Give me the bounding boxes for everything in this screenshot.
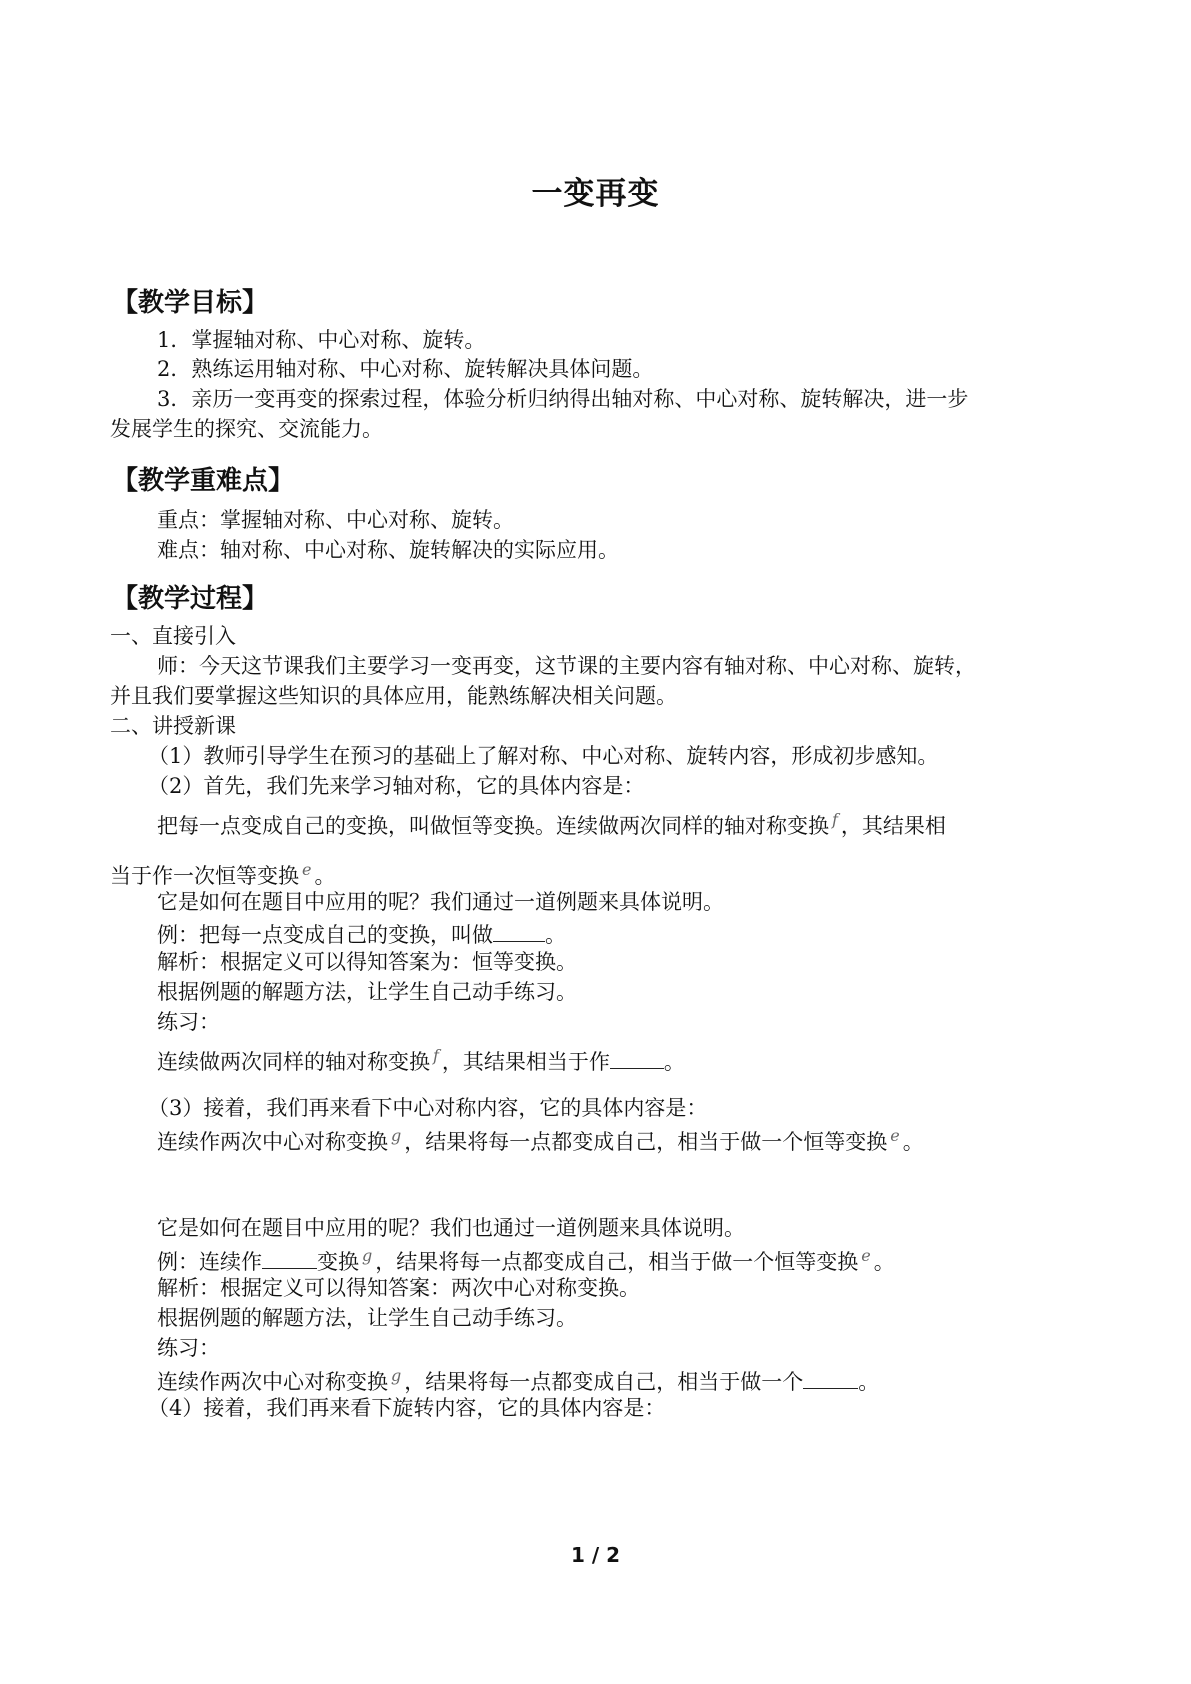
practice-2 [157, 1368, 879, 1393]
example-2 [157, 1248, 895, 1273]
difficult-point: 难点：轴对称、中心对称、旋转解决的实际应用。 [157, 538, 619, 562]
practice-2-text-c: 。 [858, 1370, 880, 1394]
definition-1-text-b: ，其结果相 [840, 814, 946, 838]
math-symbol-e: e [890, 1126, 900, 1145]
answer-blank [610, 1049, 664, 1069]
answer-2: 解析：根据定义可以得知答案：两次中心对称变换。 [157, 1276, 640, 1300]
step-1: （1）教师引导学生在预习的基础上了解对称、中心对称、旋转内容，形成初步感知。 [148, 744, 939, 768]
goal-item-1: 1．掌握轴对称、中心对称、旋转。 [157, 328, 486, 352]
step-2: （2）首先，我们先来学习轴对称，它的具体内容是： [148, 774, 645, 798]
practice-2-text-a: 连续作两次中心对称变换 [157, 1370, 388, 1394]
answer-blank [493, 922, 545, 942]
example-2-text-a: 例：连续作 [157, 1250, 262, 1274]
definition-1-text-a: 把每一点变成自己的变换，叫做恒等变换。连续做两次同样的轴对称变换 [157, 814, 829, 838]
answer-blank [262, 1249, 317, 1269]
part2-title: 二、讲授新课 [110, 714, 236, 738]
math-symbol-e: e [302, 860, 312, 879]
practice-1-text-b: ，其结果相当于作 [441, 1050, 610, 1074]
example-2-text-b: 变换 [317, 1250, 359, 1274]
practice-2-text-b: ，结果将每一点都变成自己，相当于做一个 [404, 1370, 804, 1394]
math-symbol-e: e [861, 1246, 871, 1265]
math-symbol-g: g [391, 1126, 402, 1145]
goal-item-3-line-1: 3．亲历一变再变的探索过程，体验分析归纳得出轴对称、中心对称、旋转解决，进一步 [157, 387, 969, 411]
example-1-text-a: 例：把每一点变成自己的变换，叫做 [157, 922, 493, 947]
method-2: 根据例题的解题方法，让学生自己动手练习。 [157, 1306, 577, 1330]
math-symbol-f: f [433, 1046, 439, 1065]
step-4: （4）接着，我们再来看下旋转内容，它的具体内容是： [148, 1396, 666, 1420]
math-symbol-g: g [362, 1246, 373, 1265]
answer-blank [803, 1369, 858, 1389]
definition-1-text-c: 当于作一次恒等变换 [110, 864, 299, 888]
part1-paragraph-line-2: 并且我们要掌握这些知识的具体应用，能熟练解决相关问题。 [110, 684, 677, 708]
practice-1 [157, 1048, 685, 1073]
practice-1-label: 练习： [157, 1010, 220, 1034]
example-2-text-d: 。 [873, 1250, 895, 1274]
step-3: （3）接着，我们再来看下中心对称内容，它的具体内容是： [148, 1096, 708, 1120]
definition-2-text-a: 连续作两次中心对称变换 [157, 1130, 388, 1154]
question-2: 它是如何在题目中应用的呢？我们也通过一道例题来具体说明。 [157, 1216, 745, 1240]
definition-1-text-d: 。 [314, 864, 336, 888]
practice-1-text-a: 连续做两次同样的轴对称变换 [157, 1050, 430, 1074]
definition-1-line-2 [110, 862, 335, 887]
key-point: 重点：掌握轴对称、中心对称、旋转。 [157, 508, 514, 532]
math-symbol-f: f [832, 810, 838, 829]
definition-2 [157, 1128, 924, 1153]
definition-2-text-c: 。 [902, 1130, 924, 1154]
question-1: 它是如何在题目中应用的呢？我们通过一道例题来具体说明。 [157, 890, 724, 914]
part1-paragraph-line-1: 师：今天这节课我们主要学习一变再变，这节课的主要内容有轴对称、中心对称、旋转， [157, 654, 976, 678]
page-number: 1 / 2 [570, 1543, 621, 1567]
example-2-text-c: ，结果将每一点都变成自己，相当于做一个恒等变换 [375, 1250, 859, 1274]
definition-1-line-1 [157, 812, 946, 837]
answer-1: 解析：根据定义可以得知答案为：恒等变换。 [157, 950, 577, 974]
part1-title: 一、直接引入 [110, 624, 236, 648]
section-heading-keypoints: 【教学重难点】 [112, 466, 295, 496]
document-title: 一变再变 [531, 176, 660, 212]
example-1-text-b: 。 [545, 922, 566, 947]
math-symbol-g: g [391, 1366, 402, 1385]
method-1: 根据例题的解题方法，让学生自己动手练习。 [157, 980, 577, 1004]
goal-item-3-line-2: 发展学生的探究、交流能力。 [110, 417, 383, 441]
practice-2-label: 练习： [157, 1336, 220, 1360]
practice-1-text-c: 。 [663, 1050, 685, 1074]
goal-item-2: 2．熟练运用轴对称、中心对称、旋转解决具体问题。 [157, 357, 654, 381]
section-heading-goals: 【教学目标】 [112, 288, 269, 318]
section-heading-process: 【教学过程】 [112, 584, 269, 614]
example-1 [157, 922, 566, 946]
definition-2-text-b: ，结果将每一点都变成自己，相当于做一个恒等变换 [404, 1130, 888, 1154]
